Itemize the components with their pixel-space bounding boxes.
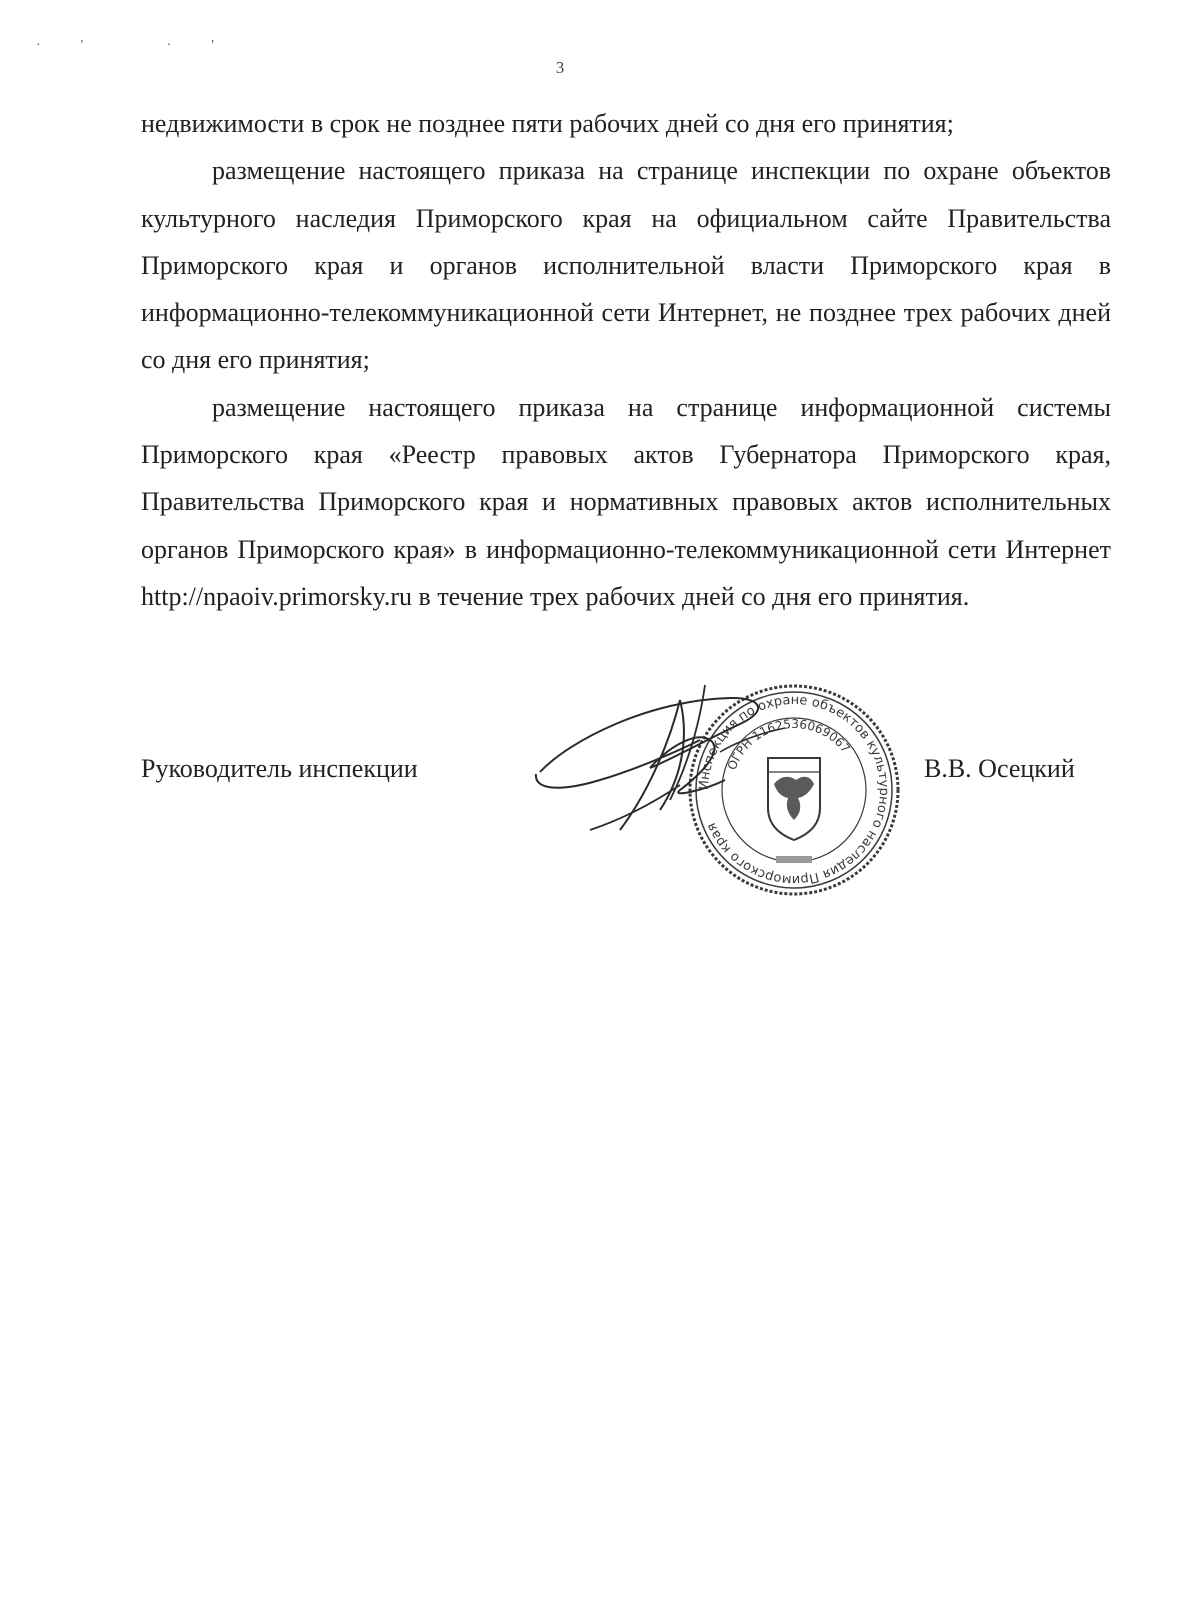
- scan-artifact-marks: ·' ·': [36, 38, 254, 53]
- paragraph-1: недвижимости в срок не позднее пяти рабочих дней со дня его принятия;: [141, 109, 954, 138]
- page-number: 3: [555, 58, 565, 77]
- stamp-ogrn-text: ОГРН 1162536069067: [724, 716, 853, 772]
- coat-of-arms-icon: [768, 758, 820, 840]
- document-body: [141, 100, 1111, 620]
- signer-title: Руководитель инспекции: [141, 754, 418, 783]
- paragraph-3: размещение настоящего приказа на странице информационной системы Приморского края «Реестр правовых актов Губернатора Приморского края, Правительства Приморского края и нормативных правовых актов исполнительных органов Приморского края» в информационно-телекоммуникационной сети Интернет http://npaoiv.primorsky.ru в течение трех рабочих дней со дня его принятия.: [141, 392, 1111, 611]
- official-seal-stamp: [684, 680, 904, 900]
- stamp-ring-text: Инспекция по охране объектов культурного наследия Приморского края: [696, 692, 892, 888]
- paragraph-2: размещение настоящего приказа на странице инспекции по охране объектов культурного наследия Приморского края на официальном сайте Правительства Приморского края и органов исполнительной власти Приморского края в информационно-телекоммуникационной сети Интернет, не позднее трех рабочих дней со дня его принятия;: [141, 156, 1111, 375]
- handwritten-signature: [530, 680, 790, 860]
- signer-name: В.В. Осецкий: [924, 754, 1075, 783]
